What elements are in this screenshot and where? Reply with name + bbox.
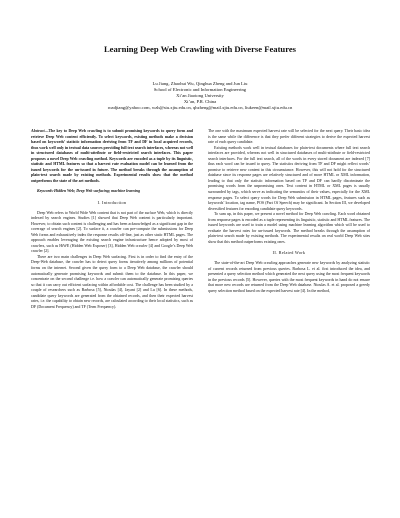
paragraph: Deep Web refers to World Wide Web content that is not part of the surface Web, which is directly indexed by search engines. Studies [1] showed that Deep Web content is particularly important. However, to obtain such content is challenging and has been acknowledged as a significant gap in the coverage of search engines [2]. To surface it, a crawler can pre-compute the submissions for Deep Web forms and exhaustively index the response results off-line, just as other static HTML pages. The approach enables leveraging the existing search engine infrastructure hence adopted by most of crawlers, such as HiWE (Hidden Web Exposer) [3], Hidden Web crawler [4] and Google’s Deep Web crawler [2].: [31, 209, 193, 254]
paper-title: Learning Deep Web Crawling with Diverse Features: [103, 44, 297, 54]
right-column: [208, 128, 370, 293]
author-emails: roadjiang@yahoo.com, wzh@stu.xjtu.edu.cn, qhzheng@mail.xjtu.edu.cn, liukeen@mail.xjtu.edu.cn: [107, 105, 293, 111]
affiliation-line: Xi’an, P.R. China: [183, 99, 217, 105]
author-block: [0, 81, 400, 111]
affiliation-line: School of Electronic and Information Engineering: [153, 87, 247, 93]
affiliation-line: Xi’an Jiaotong University: [176, 93, 224, 99]
paragraph: The one with the maximum expected harvest rate will be selected for the next query. Their basic idea is the same while the difference is that they prefer different strategies to derive the expected harvest rate of each query candidate.: [208, 128, 370, 145]
author-names: Lu Jiang, Zhaohui Wu, Qinghua Zheng and Jun Liu: [152, 81, 248, 86]
paragraph: Existing methods work well in textual databases for plain-text documents where full text search interfaces are provided, whereas not well in structured databases of multi-attribute or field-restricted search interfaces. For the full text search, all of the words in every stored document are indexed [7] thus each word can be issued to query. The statistics deriving from TF and DF might reflect words’ promise to retrieve new content in this circumstance. However, this will not hold for the structured database since its response pages are relatively structured and of more HTML or XML information, leading to that only the statistic information based on TF and DF can hardly discriminate the promising words from the unpromising ones. Text content in HTML or XML pages is usually surrounded by tags, which serve as indicating the semantics of their values, especially for the XML response pages. To select query words for Deep Web submission in HTML pages, features such as keywords’ location, tag name, POS (Part Of Speech) may be significant. In Section III, we developed diversified features for encoding candidate query keywords.: [208, 144, 370, 211]
section-heading: I. Introduction: [97, 200, 127, 206]
paragraph: To sum up, in this paper, we present a novel method for Deep Web crawling. Each word obtained from response pages is encoded as a tuple representing its linguistic, statistic and HTML features. The issued keywords are used to train a model using machine learning algorithm which will be used to evaluate the harvest rates for un-issued keywords. The method breaks through the assumption of plain-text search made by existing methods. The experimental results on real world Deep Web sites show that this method outperforms existing ones.: [208, 211, 370, 244]
abstract-text: —The key to Deep Web crawling is to submit promising keywords to query form and retrieve Deep Web content efficiently. To select keywords, existing methods make a decision based on keywords’ statistic information deriving from TF and DF in local acquired records, thus work well only in textual data sources providing full text search interfaces, whereas not well in structured databases of multi-attribute or field-restricted search interfaces. This paper proposes a novel Deep Web crawling method. Keywords are encoded as a tuple by its linguistic, statistic and HTML features so that a harvest rate evaluation model can be learned from the issued keywords for the un-issued in future. The method breaks through the assumption of plain-text search made by existing methods. Experimental results show that the method outperforms the state of the art methods.: [31, 128, 194, 183]
abstract-label: Abstract: [31, 128, 45, 133]
abstract: [31, 128, 193, 183]
paragraph: There are two main challenges in Deep Web surfacing. First is in order to find the entry of the Deep-Web database, the crawler has to detect query forms iteratively among millions of potential forms on the internet. Second given the query form to a Deep Web database, the crawler should automatically generate promising keywords and submit them to the database. In this paper, we concentrate on the second challenge i.e. how a crawler can automatically generate promising queries so that it can carry out efficient surfacing within affordable cost. The challenge has been studied by a couple of researchers such as Barbosa [5], Ntoulas [4], Jayant [2] and Lu [6]. In these methods, candidate query keywords are generated from the obtained records, and then their expected harvest rates, i.e. the capability to obtain new records, are calculated according to their local statistics, such as DF (Document Frequency) and TF (Term Frequency).: [31, 253, 193, 309]
left-column: [31, 128, 193, 309]
section-heading: II. Related Work: [272, 250, 306, 256]
paragraph: The state-of-the-art Deep Web crawling approaches generate new keywords by analyzing statistic of current records returned from previous queries. Barbosa L. et al. first introduced the idea, and presented a query selection method which generated the next query using the most frequent keywords in the previous records [5]. However, queries with the most frequent keywords in hand do not ensure that more new records are returned from the Deep Web database. Ntoulas A. et al. proposed a greedy query selection method based on the expected harvest rate [4]. In the method,: [208, 260, 370, 293]
keywords: Keywords-Hidden Web; Deep Web surfacing; machine learning: [37, 188, 140, 194]
